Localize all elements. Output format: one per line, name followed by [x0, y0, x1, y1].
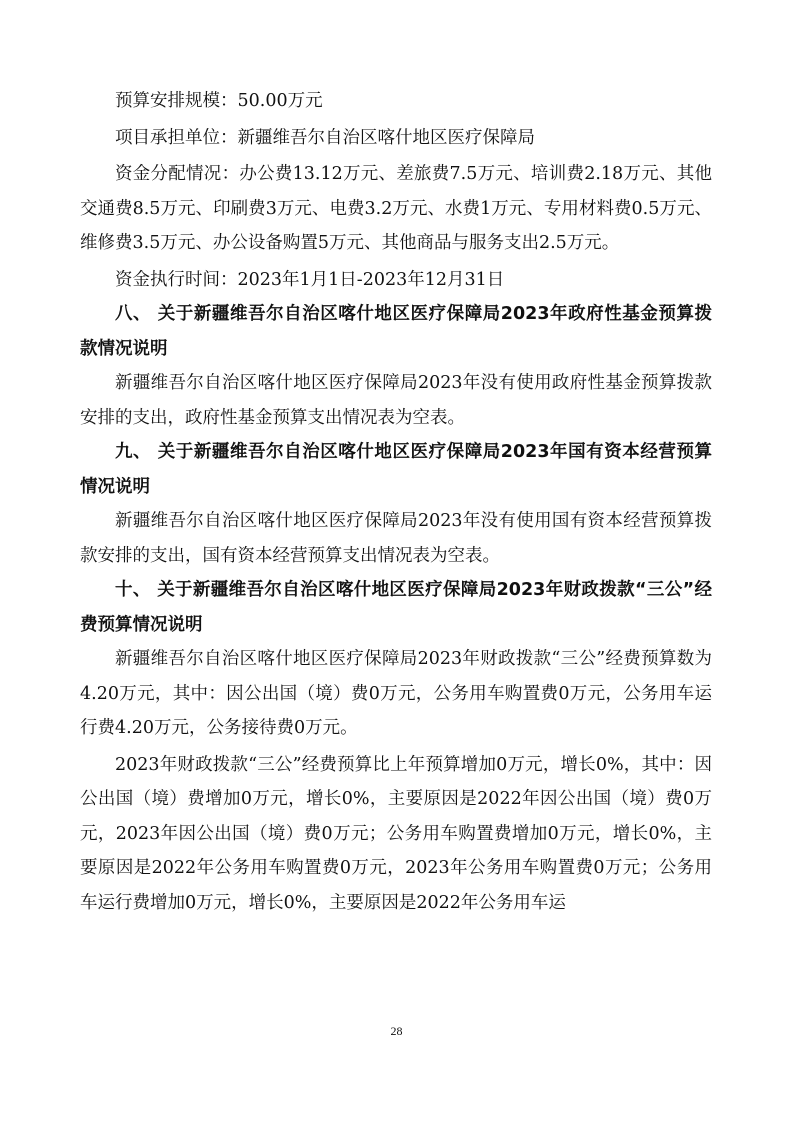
section-10-body-2: 2023年财政拨款“三公”经费预算比上年预算增加0万元，增长0%，其中：因公出国（境）费增加0万元，增长0%，主要原因是2022年因公出国（境）费0万元，2023年因公出国（境）费0万元；公务用车购置费增加0万元，增长0%，主要原因是2022年公务用车购置费0万元，2023年公务用车购置费0万元；公务用车运行费增加0万元，增长0%，主要原因是2022年公务用车运: [80, 754, 712, 913]
section-8-body: 新疆维吾尔自治区喀什地区医疗保障局2023年没有使用政府性基金预算拨款安排的支出，政府性基金预算支出情况表为空表。: [80, 373, 712, 428]
page-number: 28: [390, 1024, 403, 1038]
execution-time-paragraph: 资金执行时间：2023年1月1日-2023年12月31日: [115, 269, 505, 290]
page-content: [80, 84, 712, 920]
section-heading-8: 八、 关于新疆维吾尔自治区喀什地区医疗保障局2023年政府性基金预算拨款情况说明: [80, 304, 712, 359]
unit-paragraph: 项目承担单位：新疆维吾尔自治区喀什地区医疗保障局: [115, 127, 535, 148]
budget-scale-paragraph: 预算安排规模：50.00万元: [115, 91, 323, 111]
section-heading-10: 十、 关于新疆维吾尔自治区喀什地区医疗保障局2023年财政拨款“三公”经费预算情况说明: [80, 580, 712, 635]
allocation-paragraph: 资金分配情况：办公费13.12万元、差旅费7.5万元、培训费2.18万元、其他交通费8.5万元、印刷费3万元、电费3.2万元、水费1万元、专用材料费0.5万元、维修费3.5万元、办公设备购置5万元、其他商品与服务支出2.5万元。: [80, 164, 712, 253]
section-10-body-1: 新疆维吾尔自治区喀什地区医疗保障局2023年财政拨款“三公”经费预算数为4.20万元，其中：因公出国（境）费0万元，公务用车购置费0万元，公务用车运行费4.20万元，公务接待费0万元。: [80, 649, 712, 738]
section-heading-9: 九、 关于新疆维吾尔自治区喀什地区医疗保障局2023年国有资本经营预算情况说明: [80, 442, 712, 497]
section-9-body: 新疆维吾尔自治区喀什地区医疗保障局2023年没有使用国有资本经营预算拨款安排的支出，国有资本经营预算支出情况表为空表。: [80, 511, 712, 566]
